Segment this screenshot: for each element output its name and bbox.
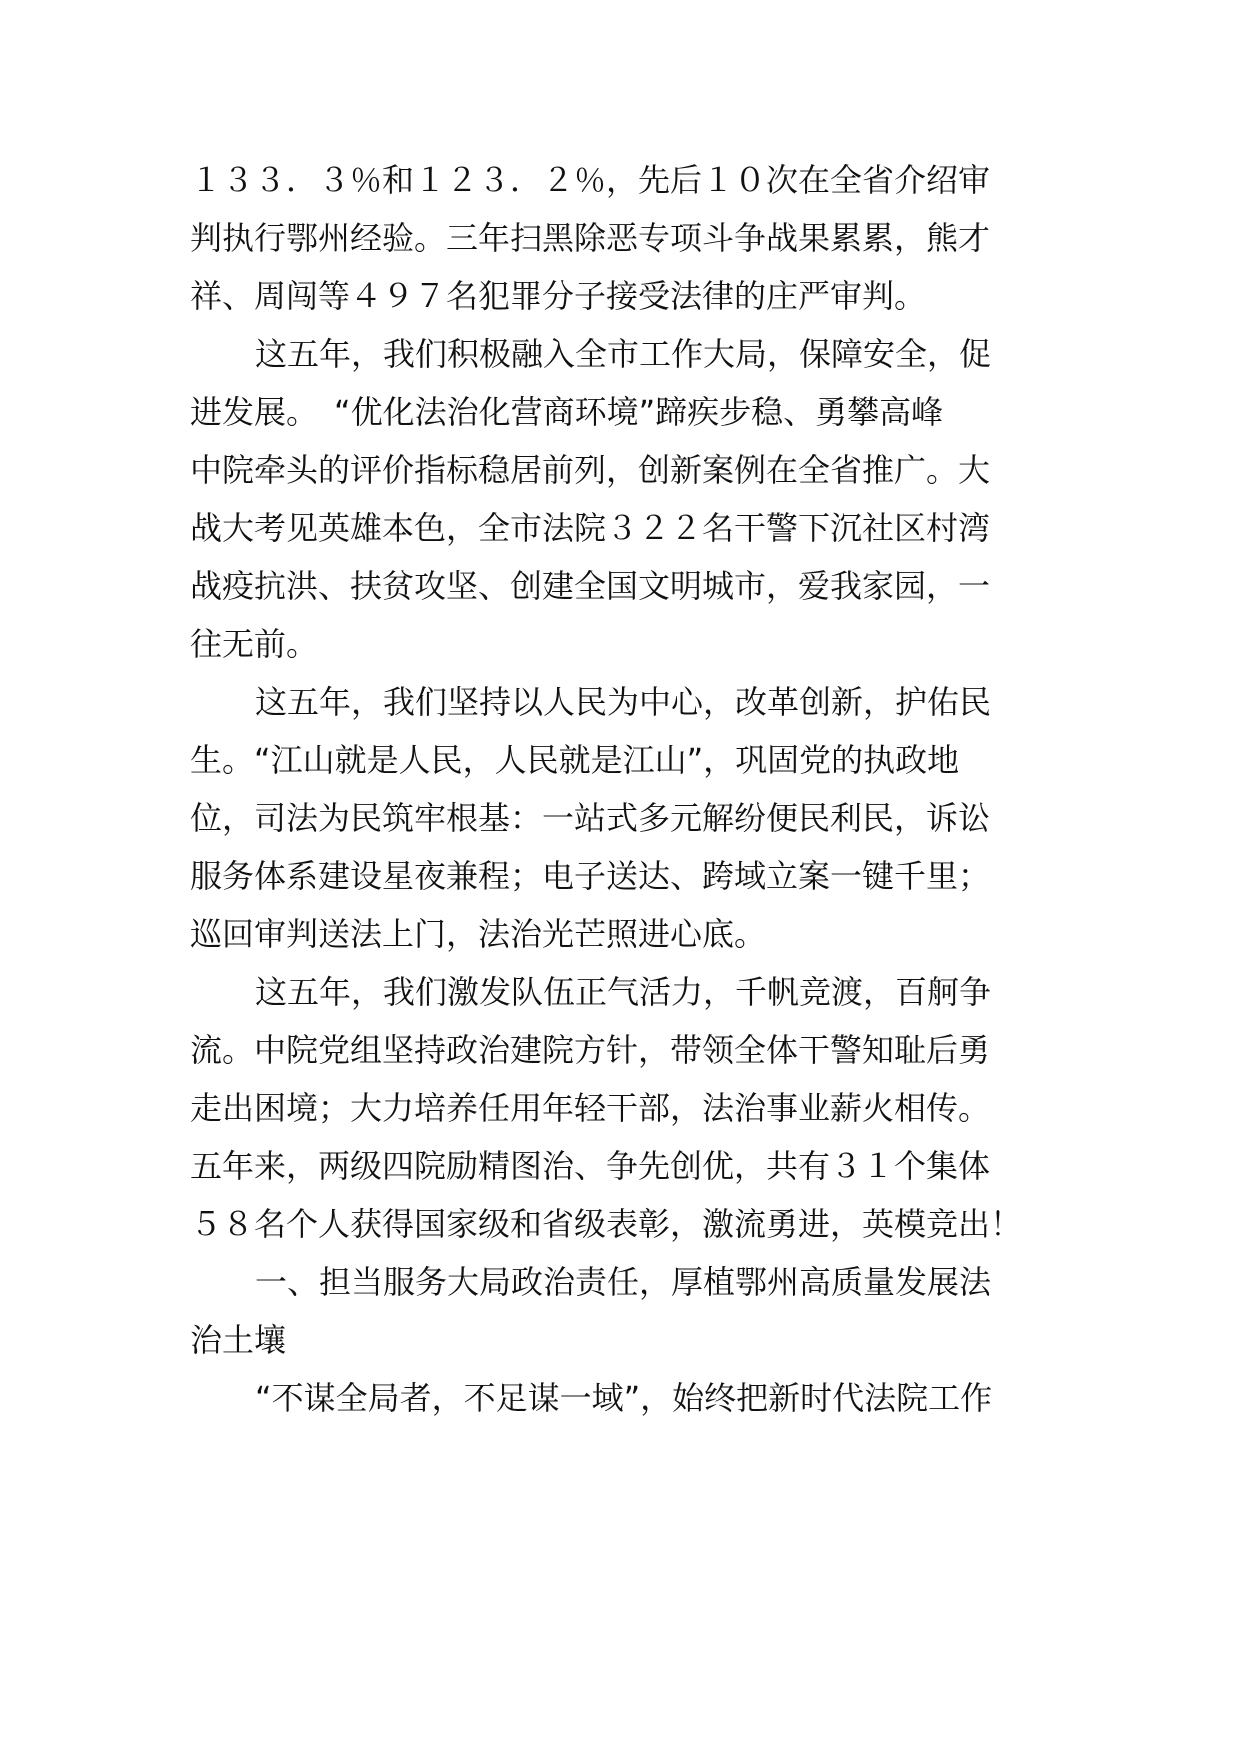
paragraph-2-line-3: 中院牵头的评价指标稳居前列，创新案例在全省推广。大 — [190, 451, 991, 489]
paragraph-3-line-1: 这五年，我们坚持以人民为中心，改革创新，护佑民 — [255, 683, 992, 721]
paragraph-4-line-4: 五年来，两级四院励精图治、争先创优，共有３１个集体 — [190, 1147, 991, 1185]
text-line-3: 祥、周闯等４９７名犯罪分子接受法律的庄严审判。 — [190, 277, 927, 315]
text-line-2: 判执行鄂州经验。三年扫黑除恶专项斗争战果累累，熊才 — [190, 219, 991, 257]
paragraph-3-line-4: 服务体系建设星夜兼程；电子送达、跨域立案一键千里； — [190, 857, 991, 895]
closing-line: “不谋全局者，不足谋一域”，始终把新时代法院工作 — [255, 1379, 993, 1417]
paragraph-2-line-2: 进发展。 “优化法治化营商环境”蹄疾步稳、勇攀高峰 — [190, 393, 944, 431]
paragraph-2-line-6: 往无前。 — [190, 625, 319, 663]
paragraph-3-line-5: 巡回审判送法上门，法治光芒照进心底。 — [190, 915, 767, 953]
paragraph-2-line-1: 这五年，我们积极融入全市工作大局，保障安全，促 — [255, 335, 992, 373]
paragraph-3-line-2: 生。“江山就是人民，人民就是江山”，巩固党的执政地 — [190, 741, 960, 779]
paragraph-2-line-4: 战大考见英雄本色，全市法院３２２名干警下沉社区村湾 — [190, 509, 991, 547]
paragraph-4-line-5: ５８名个人获得国家级和省级表彰，激流勇进，英模竞出！ — [190, 1205, 1023, 1243]
paragraph-4-line-1: 这五年，我们激发队伍正气活力，千帆竞渡，百舸争 — [255, 973, 992, 1011]
paragraph-2-line-5: 战疫抗洪、扶贫攻坚、创建全国文明城市，爱我家园，一 — [190, 567, 991, 605]
text-line-1: １３３．３％和１２３．２％，先后１０次在全省介绍审 — [190, 161, 991, 199]
paragraph-4-line-2: 流。中院党组坚持政治建院方针，带领全体干警知耻后勇 — [190, 1031, 991, 1069]
section-heading-line-1: 一、担当服务大局政治责任，厚植鄂州高质量发展法 — [255, 1263, 992, 1301]
paragraph-3-line-3: 位，司法为民筑牢根基：一站式多元解纷便民利民，诉讼 — [190, 799, 991, 837]
paragraph-4-line-3: 走出困境；大力培养任用年轻干部，法治事业薪火相传。 — [190, 1089, 991, 1127]
section-heading-line-2: 治土壤 — [190, 1321, 287, 1359]
